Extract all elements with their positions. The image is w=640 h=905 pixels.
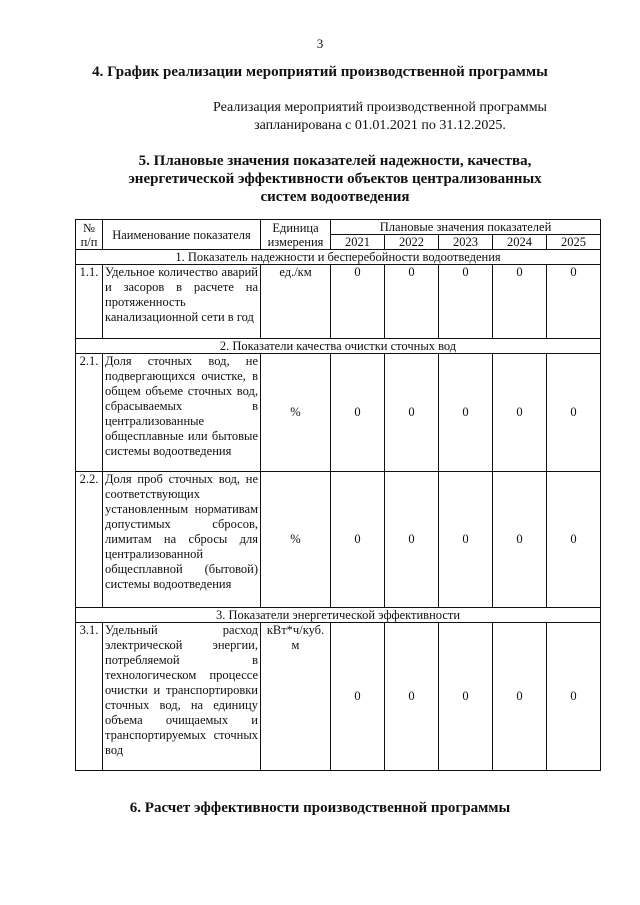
row-num: 2.2. [76,472,103,608]
header-year: 2023 [439,235,493,250]
row-unit: % [261,354,331,472]
row-value: 0 [385,354,439,472]
group-row [76,608,601,623]
table-row [76,472,601,608]
row-name: Доля проб сточных вод, не соответствующих установленным нормативам допустимых сбросов, лимитам на сбросы для централизованной общесплавной (бытовой) системы водоотведения [103,472,261,608]
row-num: 2.1. [76,354,103,472]
row-value: 0 [547,354,601,472]
row-value: 0 [385,265,439,339]
row-value: 0 [439,354,493,472]
row-name: Удельное количество аварий и засоров в расчете на протяженность канализационной сети в год [103,265,261,339]
row-value: 0 [547,472,601,608]
table-header-row-1 [76,220,601,235]
page-number: 3 [316,36,324,51]
table-row [76,354,601,472]
header-unit: Единица измерения [261,220,331,250]
row-num: 3.1. [76,623,103,771]
row-name: Удельный расход электрической энергии, потребляемой в технологическом процессе очистки и транспортировки сточных вод, на единицу объема очищаемых и транспортируемых сточных вод [103,623,261,771]
header-year: 2021 [331,235,385,250]
section-4-text-line-2: запланирована с 01.01.2021 по 31.12.2025. [254,118,506,133]
row-value: 0 [547,265,601,339]
row-value: 0 [385,623,439,771]
header-year: 2025 [547,235,601,250]
row-value: 0 [331,354,385,472]
row-value: 0 [493,354,547,472]
section-5-heading-line-2: энергетической эффективности объектов централизованных [128,171,542,187]
row-name: Доля сточных вод, не подвергающихся очистке, в общем объеме сточных вод, сбрасываемых в централизованные общесплавные или бытовые системы водоотведения [103,354,261,472]
row-unit: ед./км [261,265,331,339]
section-5-heading [110,152,560,206]
row-value: 0 [331,623,385,771]
row-value: 0 [493,265,547,339]
group-row [76,250,601,265]
section-4-heading: 4. График реализации мероприятий производственной программы [92,64,548,80]
header-name: Наименование показателя [103,220,261,250]
group-title: 1. Показатель надежности и бесперебойности водоотведения [76,250,601,265]
header-year: 2024 [493,235,547,250]
indicators-table [75,219,601,771]
header-plan: Плановые значения показателей [331,220,601,235]
section-5-heading-line-1: 5. Плановые значения показателей надежности, качества, [138,153,532,169]
group-title: 2. Показатели качества очистки сточных вод [76,339,601,354]
row-value: 0 [385,472,439,608]
group-row [76,339,601,354]
group-title: 3. Показатели энергетической эффективности [76,608,601,623]
header-year: 2022 [385,235,439,250]
table-row [76,623,601,771]
section-4-text-line-1: Реализация мероприятий производственной программы [213,100,547,115]
row-value: 0 [439,265,493,339]
row-value: 0 [547,623,601,771]
row-value: 0 [493,623,547,771]
row-value: 0 [439,472,493,608]
section-5-heading-line-3: систем водоотведения [260,189,410,205]
row-value: 0 [331,472,385,608]
row-value: 0 [439,623,493,771]
row-num: 1.1. [76,265,103,339]
row-unit: кВт*ч/куб. м [261,623,331,771]
row-value: 0 [331,265,385,339]
section-6-heading: 6. Расчет эффективности производственной программы [129,800,511,816]
row-value: 0 [493,472,547,608]
header-num: № п/п [76,220,103,250]
section-4-text [170,99,590,135]
table-row [76,265,601,339]
row-unit: % [261,472,331,608]
